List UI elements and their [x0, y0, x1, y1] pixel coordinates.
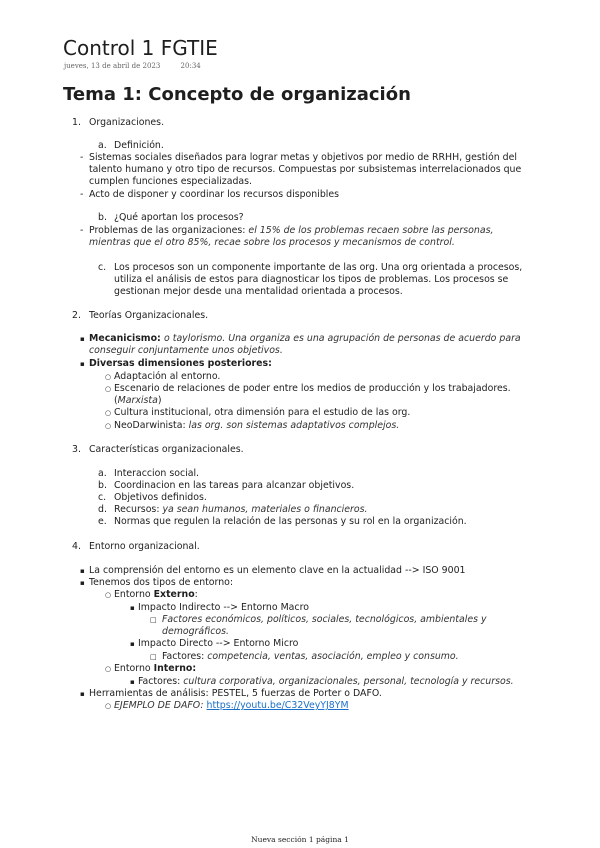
note-line	[89, 333, 521, 345]
text-segment: cumplen funciones especializadas.	[89, 176, 253, 187]
text-segment: Escenario de relaciones de poder entre los medios de producción y los trabajadores.	[114, 383, 511, 394]
note-line	[114, 274, 508, 286]
page-title: Control 1 FGTIE	[63, 36, 218, 60]
note-line	[162, 651, 459, 663]
note-line	[114, 395, 162, 407]
text-segment: Problemas de las organizaciones:	[89, 225, 249, 236]
note-line	[89, 345, 283, 357]
text-segment: Entorno	[114, 663, 154, 674]
text-segment: las org. son sistemas adaptativos complejos.	[188, 420, 400, 431]
page-meta	[64, 62, 219, 70]
bullet-icon: ○	[105, 422, 112, 430]
text-segment: Marxista	[117, 395, 158, 406]
text-segment: Teorías Organizacionales.	[89, 310, 209, 321]
note-line	[114, 286, 403, 298]
note-line	[89, 117, 164, 129]
bullet-icon: ○	[105, 665, 112, 673]
bullet-icon: ▪	[80, 335, 85, 343]
bullet-icon: -	[80, 225, 84, 236]
text-segment: Interaccion social.	[114, 468, 200, 479]
bullet-icon: ○	[105, 591, 112, 599]
list-marker: b.	[98, 212, 107, 223]
note-line	[114, 212, 244, 224]
note-line	[114, 589, 198, 601]
text-segment: Acto de disponer y coordinar los recursos disponibles	[89, 189, 340, 200]
bullet-icon: □	[150, 653, 157, 661]
page-date: jueves, 13 de abril de 2023	[64, 62, 161, 70]
text-segment: Factores:	[138, 676, 184, 687]
text-segment: utiliza el análisis de estos para diagnosticar los tipos de problemas. Los procesos se	[114, 274, 509, 285]
note-line	[114, 663, 196, 675]
bullet-icon: □	[150, 616, 157, 624]
text-segment: Herramientas de análisis: PESTEL, 5 fuerzas de Porter o DAFO.	[89, 688, 382, 699]
bullet-icon: ▪	[80, 690, 85, 698]
list-marker: a.	[98, 140, 107, 151]
note-line	[89, 164, 521, 176]
text-segment: Normas que regulen la relación de las personas y su rol en la organización.	[114, 516, 467, 527]
list-marker: a.	[98, 468, 107, 479]
text-segment: Recursos:	[114, 504, 163, 515]
note-line	[138, 638, 298, 650]
text-segment: talento humano y otro tipo de recursos. Compuestas por subsistemas interrelacionados que	[89, 164, 522, 175]
note-line	[162, 626, 229, 638]
text-segment: competencia, ventas, asociación, empleo y consumo.	[207, 651, 459, 662]
text-segment: Características organizacionales.	[89, 444, 244, 455]
note-line	[114, 480, 354, 492]
note-line	[162, 614, 487, 626]
text-segment: (	[114, 395, 118, 406]
list-marker: e.	[98, 516, 107, 527]
page-footer: Nueva sección 1 página 1	[251, 835, 349, 844]
bullet-icon: ○	[105, 409, 112, 417]
note-line	[89, 310, 208, 322]
note-line	[114, 371, 220, 383]
list-marker: c.	[98, 262, 107, 273]
text-segment: ¿Qué aportan los procesos?	[114, 212, 244, 223]
text-segment: Definición.	[114, 140, 164, 151]
text-segment: conseguir conjuntamente unos objetivos.	[89, 345, 283, 356]
text-segment: Objetivos definidos.	[114, 492, 207, 503]
note-line	[114, 140, 164, 152]
bullet-icon: -	[80, 152, 84, 163]
bullet-icon: ▪	[80, 579, 85, 587]
bullet-icon: ▪	[130, 678, 135, 686]
bullet-icon: -	[80, 189, 84, 200]
note-line	[89, 176, 252, 188]
text-segment: demográficos.	[162, 626, 229, 637]
text-segment: :	[194, 589, 198, 600]
list-marker: d.	[98, 504, 107, 515]
bullet-icon: ▪	[80, 567, 85, 575]
text-segment: Interno:	[153, 663, 197, 674]
text-segment: gestionan mejor desde una mentalidad orientada a procesos.	[114, 286, 403, 297]
text-segment: Entorno	[114, 589, 154, 600]
text-segment: EJEMPLO DE DAFO:	[114, 700, 207, 711]
text-segment: Organizaciones.	[89, 117, 165, 128]
note-line	[89, 444, 244, 456]
text-segment: Sistemas sociales diseñados para lograr metas y objetivos por medio de RRHH, gestión del	[89, 152, 517, 163]
text-segment: cultura corporativa, organizacionales, personal, tecnología y recursos.	[183, 676, 514, 687]
bullet-icon: ○	[105, 702, 112, 710]
text-segment: ya sean humanos, materiales o financieros.	[162, 504, 368, 515]
text-segment: el 15% de los problemas recaen sobre las personas,	[248, 225, 494, 236]
note-line	[89, 688, 382, 700]
list-marker: b.	[98, 480, 107, 491]
note-line	[114, 407, 410, 419]
note-line	[114, 492, 207, 504]
page-time: 20:34	[180, 62, 201, 70]
text-segment: Los procesos son un componente importante de las org. Una org orientada a procesos,	[114, 262, 523, 273]
text-segment: Coordinacion en las tareas para alcanzar objetivos.	[114, 480, 355, 491]
text-segment: Impacto Indirecto --> Entorno Macro	[138, 602, 309, 613]
bullet-icon: ▪	[130, 640, 135, 648]
note-line	[114, 468, 199, 480]
note-line	[114, 262, 522, 274]
text-segment: )	[157, 395, 162, 406]
text-segment: Factores:	[162, 651, 208, 662]
text-segment: Adaptación al entorno.	[114, 371, 221, 382]
list-marker: c.	[98, 492, 107, 503]
note-line	[114, 420, 399, 432]
note-line	[89, 541, 200, 553]
note-line	[89, 189, 339, 201]
note-line	[89, 577, 233, 589]
text-segment: Externo	[153, 589, 195, 600]
text-segment: Diversas dimensiones posteriores:	[89, 358, 272, 369]
note-line	[114, 383, 511, 395]
section-heading: Tema 1: Concepto de organización	[63, 84, 411, 105]
text-segment: NeoDarwinista:	[114, 420, 189, 431]
note-line	[138, 602, 309, 614]
list-marker: 4.	[72, 541, 81, 552]
bullet-icon: ▪	[80, 360, 85, 368]
text-segment: Mecanicismo:	[89, 333, 165, 344]
text-segment: Factores económicos, políticos, sociales, tecnológicos, ambientales y	[162, 614, 487, 625]
text-segment: La comprensión del entorno es un elemento clave en la actualidad --> ISO 9001	[89, 565, 466, 576]
text-segment: Tenemos dos tipos de entorno:	[89, 577, 234, 588]
note-line	[89, 237, 455, 249]
note-line	[114, 700, 349, 712]
text-segment: mientras que el otro 85%, recae sobre los procesos y mecanismos de control.	[89, 237, 455, 248]
bullet-icon: ○	[105, 385, 112, 393]
note-line	[114, 504, 368, 516]
note-line	[89, 565, 466, 577]
note-line	[138, 676, 514, 688]
note-line	[89, 225, 493, 237]
list-marker: 1.	[72, 117, 81, 128]
text-segment: Cultura institucional, otra dimensión para el estudio de las org.	[114, 407, 411, 418]
text-segment: Impacto Directo --> Entorno Micro	[138, 638, 299, 649]
text-segment: o taylorismo. Una organiza es una agrupación de personas de acuerdo para	[164, 333, 521, 344]
list-marker: 3.	[72, 444, 81, 455]
text-segment: Entorno organizacional.	[89, 541, 200, 552]
note-line	[89, 358, 272, 370]
note-line	[114, 516, 467, 528]
note-line	[89, 152, 517, 164]
list-marker: 2.	[72, 310, 81, 321]
video-link[interactable]: https://youtu.be/C32VeyYJ8YM	[206, 700, 349, 711]
bullet-icon: ▪	[130, 604, 135, 612]
bullet-icon: ○	[105, 373, 112, 381]
